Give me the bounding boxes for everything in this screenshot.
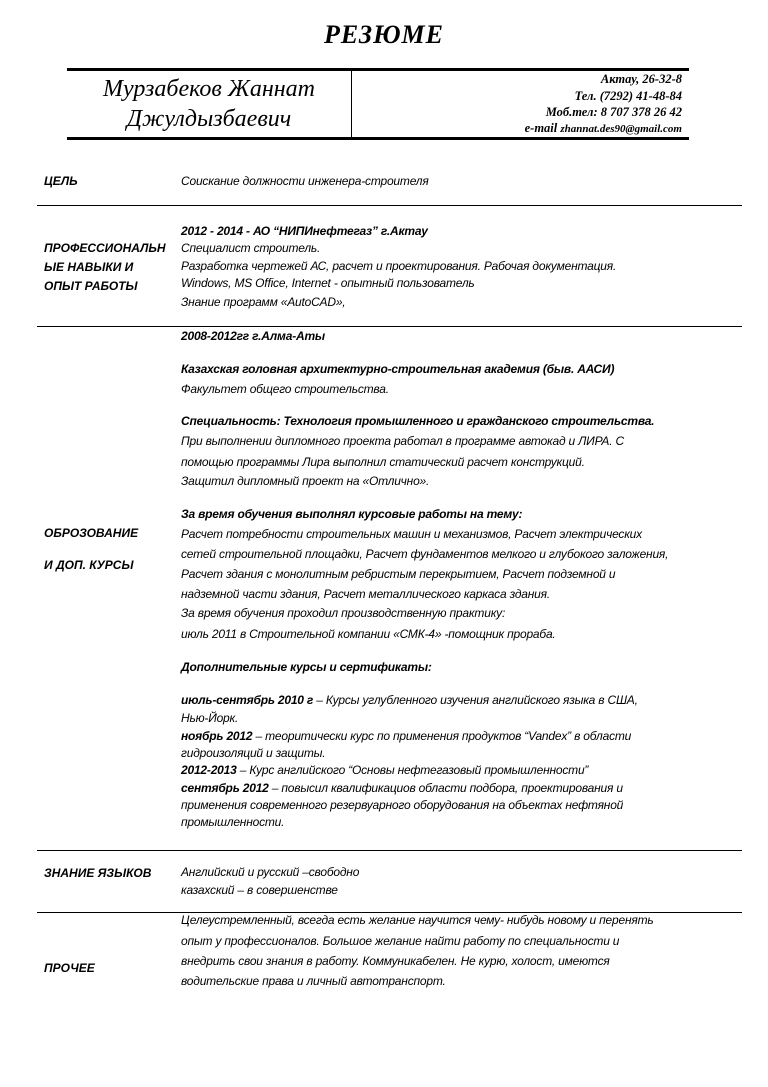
- extra-text: – Курс английского “Основы нефтегазовый промышленности”: [236, 763, 589, 777]
- course-heading: За время обучения выполнял курсовые работы на тему:: [181, 507, 523, 521]
- header-bottom-rule: [67, 137, 689, 140]
- extra-text: – Курсы углубленного изучения английского языка в США,: [313, 693, 638, 707]
- divider-1: [37, 205, 742, 206]
- contact-address: Актау, 26-32-8: [600, 72, 682, 86]
- extra-line: [181, 763, 588, 777]
- experience-label-line-2: ЫЕ НАВЫКИ И: [44, 260, 134, 274]
- extra-text: Нью-Йорк.: [181, 711, 239, 725]
- experience-header: [181, 224, 428, 238]
- course-line: надземной части здания, Расчет металлического каркаса здания.: [181, 587, 550, 601]
- experience-line: Windows, MS Office, Internet - опытный пользователь: [181, 276, 475, 290]
- extra-text: – теоритически курс по применения продуктов “Vandex” в области: [252, 729, 632, 743]
- extra-line: [181, 729, 631, 743]
- languages-line: казахский – в совершенстве: [181, 883, 338, 897]
- extra-date: ноябрь 2012: [181, 729, 253, 743]
- header-divider: [351, 71, 352, 137]
- other-line: Целеустремленный, всегда есть желание научится чему- нибудь новому и перенять: [181, 913, 654, 927]
- experience-line: Знание программ «AutoCAD»,: [181, 295, 346, 309]
- goal-text: Соискание должности инженера-строителя: [181, 174, 429, 188]
- course-line: июль 2011 в Строительной компании «СМК-4» -помощник прораба.: [181, 627, 556, 641]
- other-line: водительские права и личный автотранспорт.: [181, 974, 446, 988]
- extra-line: [181, 693, 638, 707]
- diploma-line: Защитил дипломный проект на «Отлично».: [181, 474, 430, 488]
- education-period: 2008-2012гг г.Алма-Аты: [181, 329, 325, 343]
- name-line-2: Джулдызбаевич: [126, 106, 292, 132]
- divider-3: [37, 850, 742, 851]
- candidate-name: [70, 74, 348, 134]
- experience-label-line-3: ОПЫТ РАБОТЫ: [44, 279, 138, 293]
- extra-date: 2012-2013: [181, 763, 237, 777]
- resume-title: РЕЗЮМЕ: [323, 20, 444, 49]
- name-line-1: Мурзабеков Жаннат: [103, 76, 315, 102]
- course-line: Расчет потребности строительных машин и механизмов, Расчет электрических: [181, 527, 642, 541]
- contact-phone: Тел. (7292) 41-48-84: [574, 89, 682, 103]
- extra-text: применения современного резервуарного оборудования на объектах нефтяной: [181, 798, 624, 812]
- goal-label: ЦЕЛЬ: [44, 174, 78, 188]
- education-specialty: Специальность: Технология промышленного и гражданского строительства.: [181, 414, 655, 428]
- email-value[interactable]: zhannat.des90@gmail.com: [560, 123, 682, 135]
- extra-line: [181, 781, 623, 795]
- extra-line: [181, 798, 623, 812]
- contact-email: [525, 121, 682, 136]
- course-line: Расчет здания с монолитным ребристым перекрытием, Расчет подземной и: [181, 567, 616, 581]
- extra-heading: Дополнительные курсы и сертификаты:: [181, 660, 432, 674]
- divider-2: [37, 326, 742, 327]
- extra-date: сентябрь 2012: [181, 781, 269, 795]
- course-line: За время обучения проходил производственную практику:: [181, 606, 506, 620]
- experience-label-line-1: ПРОФЕССИОНАЛЬН: [44, 241, 166, 255]
- extra-date: июль-сентябрь 2010 г: [181, 693, 314, 707]
- education-academy: Казахская головная архитектурно-строительная академия (быв. ААСИ): [181, 362, 615, 376]
- course-line: сетей строительной площадки, Расчет фундаментов мелкого и глубокого заложения,: [181, 547, 669, 561]
- diploma-line: При выполнении дипломного проекта работал в программе автокад и ЛИРА. С: [181, 434, 624, 448]
- extra-text: – повысил квалификациов области подбора, проектирования и: [268, 781, 623, 795]
- experience-line: Разработка чертежей АС, расчет и проектирования. Рабочая документация.: [181, 259, 617, 273]
- header-top-rule: [67, 68, 689, 71]
- education-faculty: Факультет общего строительства.: [181, 382, 389, 396]
- contact-mobile: Моб.тел: 8 707 378 26 42: [545, 105, 682, 119]
- other-line: опыт у профессионалов. Большое желание найти работу по специальности и: [181, 934, 620, 948]
- education-label-line-2: И ДОП. КУРСЫ: [44, 558, 134, 572]
- languages-line: Английский и русский –свободно: [181, 865, 360, 879]
- extra-line: [181, 815, 284, 829]
- extra-text: промышленности.: [181, 815, 285, 829]
- experience-company: АО “НИПИнефтегаз” г.Актау: [252, 224, 428, 238]
- experience-period: 2012 - 2014 -: [181, 224, 250, 238]
- education-label-line-1: ОБРОЗОВАНИЕ: [44, 526, 139, 540]
- experience-line: Специалист строитель.: [181, 241, 321, 255]
- extra-line: [181, 711, 238, 725]
- other-line: внедрить свои знания в работу. Коммуникабелен. Не курю, холост, имеются: [181, 954, 610, 968]
- other-label: ПРОЧЕЕ: [44, 961, 95, 975]
- languages-label: ЗНАНИЕ ЯЗЫКОВ: [44, 866, 152, 880]
- extra-line: [181, 746, 325, 760]
- email-label: e-mail: [524, 121, 558, 135]
- experience-label: [44, 239, 166, 296]
- diploma-line: помощью программы Лира выполнил статический расчет конструкций.: [181, 455, 585, 469]
- extra-text: гидроизоляций и защиты.: [181, 746, 326, 760]
